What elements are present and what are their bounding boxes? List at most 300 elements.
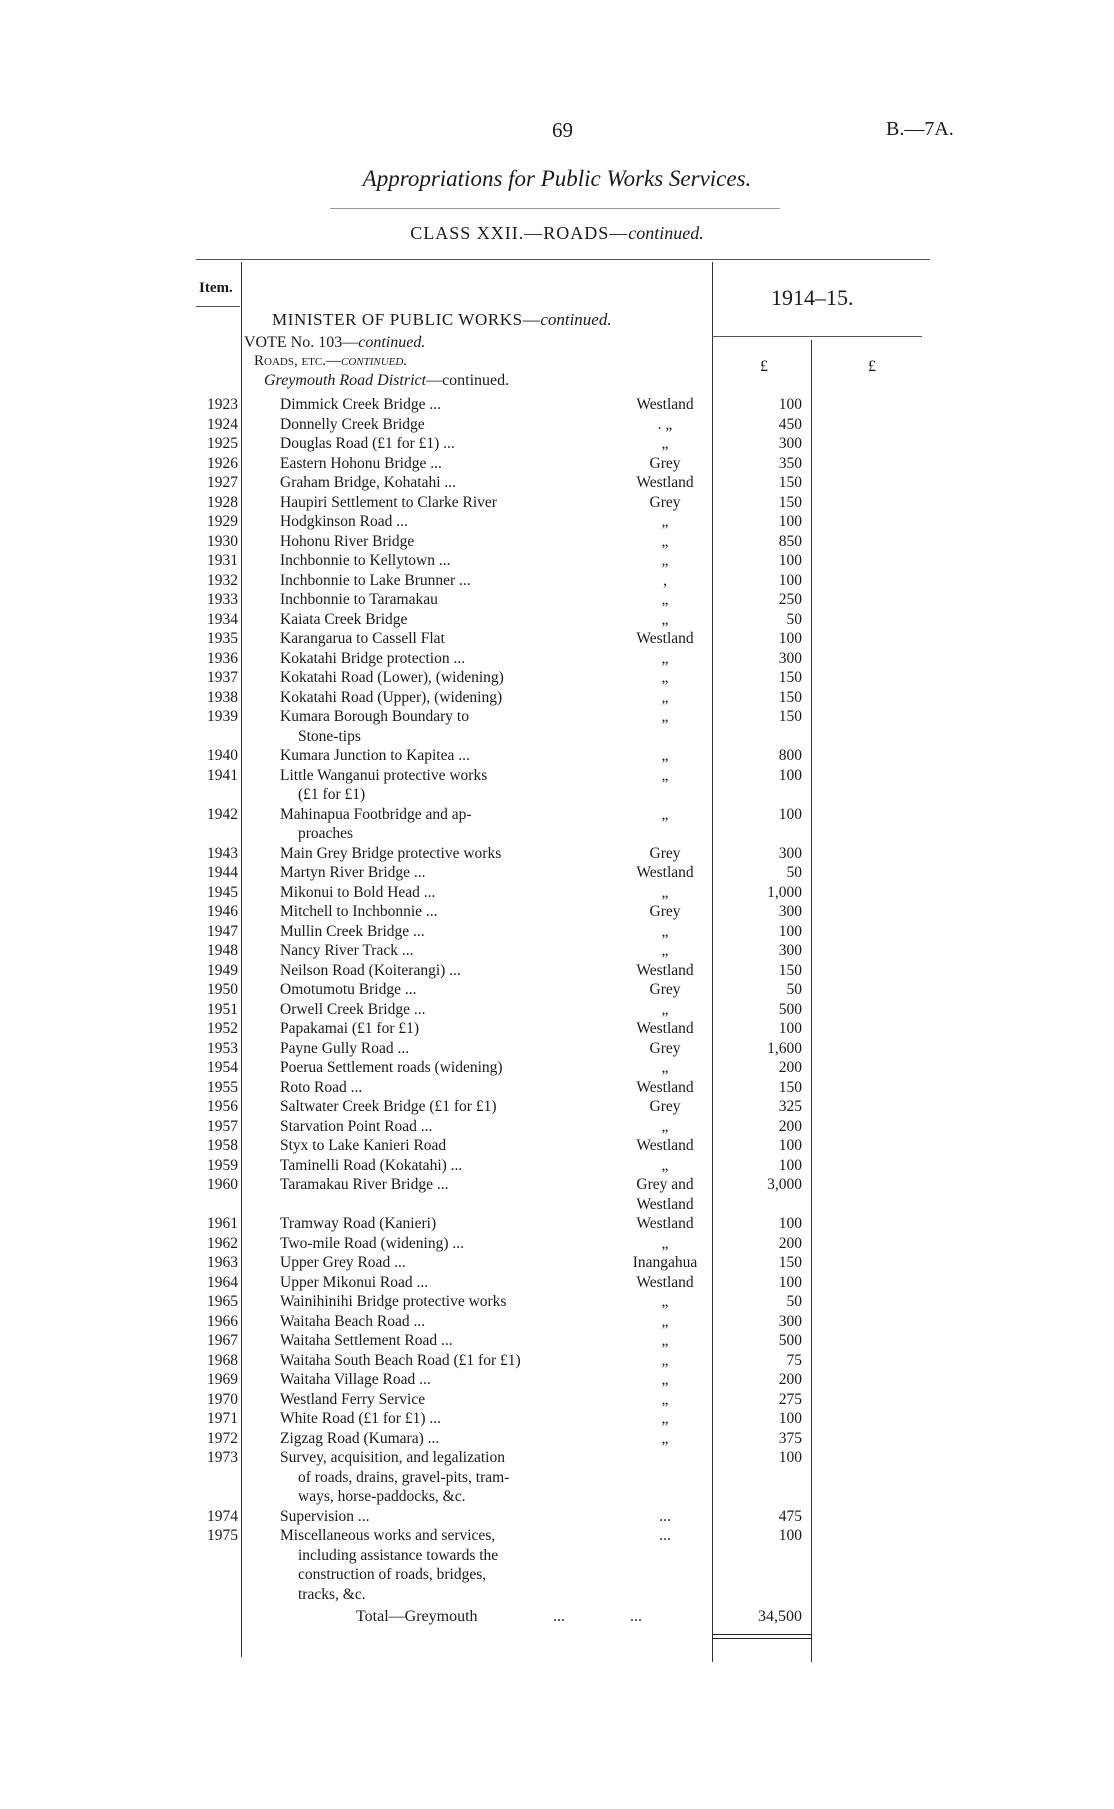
table-row: [0, 610, 1114, 630]
district-name: „: [661, 805, 669, 823]
electoral-district: [620, 863, 710, 883]
description-line: Inchbonnie to Kellytown ...: [280, 552, 451, 569]
table-row: [0, 1370, 1114, 1390]
item-number: 1958: [207, 1137, 238, 1154]
roads-heading: [254, 353, 407, 370]
item-amount: 100: [778, 1137, 802, 1154]
description-line: (£1 for £1): [298, 786, 366, 803]
description-line: Kokatahi Bridge protection ...: [280, 649, 466, 667]
class-heading-suffix: continued.: [628, 223, 704, 243]
table-row: [0, 1117, 1114, 1137]
item-description: [280, 1097, 497, 1117]
district-heading: [264, 372, 509, 390]
electoral-district: [620, 1019, 710, 1039]
district-name: „: [661, 1390, 669, 1408]
district-name: Grey: [649, 981, 681, 998]
table-row: [0, 1175, 1114, 1214]
item-description: [280, 1448, 509, 1507]
item-description: [280, 493, 497, 513]
electoral-district: [620, 1156, 710, 1176]
table-row: [0, 1097, 1114, 1117]
item-description: [280, 395, 441, 415]
electoral-district: [620, 922, 710, 942]
electoral-district: [620, 590, 710, 610]
description-line: Stone-tips: [298, 727, 361, 745]
description-line: of roads, drains, gravel-pits, tram-: [298, 1468, 510, 1486]
item-amount: 500: [778, 1332, 802, 1349]
description-line: Martyn River Bridge ...: [280, 864, 426, 881]
item-number: 1968: [207, 1351, 238, 1369]
table-row: [0, 1351, 1114, 1371]
vote-heading-suffix: continued.: [358, 334, 426, 351]
item-number: 1961: [207, 1215, 238, 1232]
description-line: Hohonu River Bridge: [280, 532, 415, 550]
item-number: 1935: [207, 630, 238, 647]
item-amount: 300: [778, 844, 802, 862]
item-amount: 100: [778, 922, 802, 940]
item-number: 1928: [207, 493, 238, 511]
district-name: „: [661, 1234, 669, 1252]
item-description: [280, 1370, 431, 1390]
item-amount: 200: [778, 1059, 802, 1076]
table-row: [0, 1000, 1114, 1020]
item-number: 1962: [207, 1234, 238, 1252]
item-number: 1954: [207, 1059, 238, 1076]
item-number: 1927: [207, 474, 238, 491]
district-name: „: [661, 922, 669, 940]
electoral-district: [620, 941, 710, 961]
item-description: [280, 1039, 409, 1059]
table-row: [0, 415, 1114, 435]
item-number: 1929: [207, 513, 238, 530]
table-row: [0, 1156, 1114, 1176]
district-name: „: [661, 1293, 669, 1310]
table-row: [0, 980, 1114, 1000]
description-line: including assistance towards the: [298, 1546, 499, 1564]
item-number: 1933: [207, 591, 238, 608]
table-row: [0, 1234, 1114, 1254]
table-row: [0, 1331, 1114, 1351]
item-description: [280, 1019, 419, 1039]
item-amount: 150: [778, 961, 802, 979]
table-row: [0, 902, 1114, 922]
item-description: [280, 1351, 521, 1371]
table-row: [0, 1214, 1114, 1234]
district-name: Grey and: [636, 1176, 694, 1193]
item-number: 1948: [207, 942, 238, 959]
year-header-rule: [712, 336, 922, 337]
description-line: Poerua Settlement roads (widening): [280, 1059, 503, 1076]
district-name: . „: [657, 415, 673, 433]
item-number: 1950: [207, 981, 238, 998]
item-amount: 275: [778, 1390, 802, 1408]
district-name: ...: [659, 1507, 671, 1525]
district-name: „: [661, 1059, 669, 1076]
electoral-district: [620, 1214, 710, 1234]
district-name: ...: [659, 1527, 671, 1544]
item-number: 1942: [207, 805, 238, 823]
description-line: proaches: [298, 825, 354, 842]
description-line: Saltwater Creek Bridge (£1 for £1): [280, 1098, 497, 1115]
item-amount: 350: [778, 454, 802, 472]
electoral-district: [620, 1390, 710, 1410]
item-description: [280, 1253, 406, 1273]
item-amount: 100: [778, 513, 802, 530]
item-description: [280, 629, 445, 649]
item-description: [280, 1429, 439, 1449]
item-amount: 100: [778, 805, 802, 823]
item-description: [280, 1390, 425, 1410]
item-number: 1924: [207, 415, 238, 433]
description-line: Waitaha Village Road ...: [280, 1371, 431, 1388]
item-number: 1956: [207, 1098, 238, 1115]
district-name: „: [661, 1429, 669, 1447]
item-description: [280, 1526, 498, 1604]
electoral-district: [620, 1058, 710, 1078]
district-name: Westland: [636, 864, 694, 881]
description-line: tracks, &c.: [298, 1585, 366, 1603]
table-row: [0, 961, 1114, 981]
item-amount: 100: [778, 630, 802, 647]
description-line: Inchbonnie to Lake Brunner ...: [280, 571, 471, 589]
table-row: [0, 1292, 1114, 1312]
district-name: ,: [663, 571, 667, 589]
electoral-district: [620, 766, 710, 786]
total-leader-1: ...: [553, 1608, 565, 1625]
district-name: „: [661, 942, 669, 959]
item-amount: 3,000: [767, 1176, 802, 1193]
district-name: „: [661, 1371, 669, 1388]
description-line: Kumara Borough Boundary to: [280, 708, 469, 725]
item-description: [280, 1175, 449, 1195]
description-line: Orwell Creek Bridge ...: [280, 1000, 426, 1018]
item-number: 1974: [207, 1507, 238, 1525]
district-name: „: [661, 883, 669, 901]
description-line: Kokatahi Road (Lower), (widening): [280, 669, 504, 686]
district-name: „: [661, 532, 669, 550]
table-row: [0, 883, 1114, 903]
pound-sign-2: £: [868, 358, 876, 375]
item-amount: 100: [778, 1410, 802, 1427]
item-description: [280, 746, 470, 766]
item-description: [280, 980, 416, 1000]
item-amount: 300: [778, 903, 802, 920]
item-amount: 200: [778, 1117, 802, 1135]
district-name: Westland: [636, 1215, 694, 1232]
district-name: „: [661, 1117, 669, 1135]
item-description: [280, 1136, 446, 1156]
item-number: 1949: [207, 961, 238, 979]
table-row: [0, 766, 1114, 805]
district-name: „: [661, 766, 669, 784]
district-name: Westland: [636, 961, 694, 979]
roads-heading-suffix: continued.: [340, 353, 408, 369]
item-number: 1973: [207, 1449, 238, 1466]
item-amount: 1,000: [767, 883, 802, 901]
description-line: Kumara Junction to Kapitea ...: [280, 747, 470, 764]
description-line: Dimmick Creek Bridge ...: [280, 396, 441, 413]
description-line: Eastern Hohonu Bridge ...: [280, 454, 442, 472]
item-number: 1946: [207, 903, 238, 920]
description-line: Haupiri Settlement to Clarke River: [280, 493, 497, 511]
description-line: Styx to Lake Kanieri Road: [280, 1137, 447, 1154]
district-name: Westland: [636, 1273, 694, 1291]
item-amount: 250: [778, 591, 802, 608]
item-description: [280, 1507, 370, 1527]
item-description: [280, 1214, 436, 1234]
description-line: Westland Ferry Service: [280, 1390, 426, 1408]
table-row: [0, 1273, 1114, 1293]
table-row: [0, 1390, 1114, 1410]
item-number: 1926: [207, 454, 238, 472]
electoral-district: [620, 805, 710, 825]
description-line: Little Wanganui protective works: [280, 766, 488, 784]
item-description: [280, 1058, 503, 1078]
item-number: 1938: [207, 688, 238, 706]
district-name: „: [661, 1312, 669, 1330]
total-leader-2: ...: [630, 1608, 642, 1625]
item-description: [280, 922, 425, 942]
table-row: [0, 1253, 1114, 1273]
electoral-district: [620, 1039, 710, 1059]
item-number: 1944: [207, 864, 238, 881]
item-amount: 75: [786, 1351, 802, 1369]
electoral-district: [620, 1117, 710, 1137]
district-name: Westland: [636, 396, 694, 413]
description-line: Supervision ...: [280, 1507, 370, 1525]
item-amount: 300: [778, 435, 802, 452]
district-name: „: [661, 513, 669, 530]
district-name: „: [661, 669, 669, 686]
electoral-district: [620, 961, 710, 981]
description-line: Taramakau River Bridge ...: [280, 1176, 449, 1193]
electoral-district: [620, 1234, 710, 1254]
item-description: [280, 961, 461, 981]
district-name: „: [661, 610, 669, 628]
total-label: Total—Greymouth: [356, 1608, 478, 1625]
item-description: [280, 571, 471, 591]
item-number: 1965: [207, 1293, 238, 1310]
electoral-district: [620, 1507, 710, 1527]
total-amount: 34,500: [758, 1608, 802, 1625]
item-amount: 300: [778, 942, 802, 959]
district-name: „: [661, 708, 669, 725]
electoral-district: [620, 1409, 710, 1429]
electoral-district: [620, 1370, 710, 1390]
district-name: „: [661, 1000, 669, 1018]
item-number: 1952: [207, 1020, 238, 1037]
description-line: Papakamai (£1 for £1): [280, 1020, 420, 1037]
item-description: [280, 844, 501, 864]
description-line: Roto Road ...: [280, 1078, 363, 1096]
electoral-district: [620, 454, 710, 474]
item-description: [280, 1078, 362, 1098]
item-description: [280, 941, 413, 961]
item-description: [280, 1409, 441, 1429]
item-number: 1934: [207, 610, 238, 628]
item-description: [280, 766, 487, 805]
electoral-district: [620, 1292, 710, 1312]
description-line: Neilson Road (Koiterangi) ...: [280, 961, 461, 979]
item-amount: 150: [778, 688, 802, 706]
description-line: construction of roads, bridges,: [298, 1566, 487, 1583]
item-amount: 100: [778, 552, 802, 569]
table-row: [0, 454, 1114, 474]
item-description: [280, 688, 502, 708]
item-amount: 375: [778, 1429, 802, 1447]
description-line: Survey, acquisition, and legalization: [280, 1449, 505, 1466]
description-line: Donnelly Creek Bridge: [280, 415, 425, 433]
year-column-header: 1914–15.: [771, 285, 854, 310]
item-amount: 850: [778, 532, 802, 550]
item-amount: 50: [786, 610, 802, 628]
item-description: [280, 902, 438, 922]
electoral-district: [620, 512, 710, 532]
item-amount: 100: [778, 396, 802, 413]
district-name: Grey: [649, 493, 681, 511]
electoral-district: [620, 610, 710, 630]
table-row: [0, 1312, 1114, 1332]
description-line: Waitaha Beach Road ...: [280, 1312, 426, 1330]
table-row: [0, 551, 1114, 571]
vote-heading-text: VOTE No. 103—: [244, 334, 359, 351]
vote-heading: [244, 334, 425, 352]
district-name: „: [661, 1351, 669, 1369]
description-line: Mahinapua Footbridge and ap-: [280, 805, 472, 823]
district-heading-text: Greymouth Road District: [264, 372, 427, 389]
table-row: [0, 1526, 1114, 1604]
electoral-district: [620, 1429, 710, 1449]
item-number: 1925: [207, 435, 238, 452]
item-number: 1971: [207, 1410, 238, 1427]
minister-heading: [272, 310, 612, 330]
minister-heading-text: MINISTER OF PUBLIC WORKS—: [272, 310, 541, 329]
table-row: [0, 844, 1114, 864]
description-line: Waitaha South Beach Road (£1 for £1): [280, 1351, 521, 1369]
district-name: Grey: [649, 1039, 681, 1057]
item-description: [280, 454, 442, 474]
district-name: Westland: [636, 1078, 694, 1096]
item-number: 1963: [207, 1254, 238, 1271]
electoral-district: [620, 1273, 710, 1293]
item-description: [280, 610, 407, 630]
electoral-district: [620, 902, 710, 922]
item-number: 1951: [207, 1000, 238, 1018]
title-rule: [330, 208, 780, 209]
item-number: 1966: [207, 1312, 238, 1330]
item-amount: 200: [778, 1371, 802, 1388]
item-number: 1941: [207, 766, 238, 784]
district-name: Westland: [636, 474, 694, 491]
item-number: 1937: [207, 669, 238, 686]
item-amount: 300: [778, 1312, 802, 1330]
table-row: [0, 688, 1114, 708]
table-row: [0, 746, 1114, 766]
description-line: Waitaha Settlement Road ...: [280, 1332, 453, 1349]
item-amount: 50: [786, 864, 802, 881]
description-line: Starvation Point Road ...: [280, 1117, 433, 1135]
table-row: [0, 805, 1114, 844]
electoral-district: [620, 571, 710, 591]
electoral-district: [620, 415, 710, 435]
item-column-header: Item.: [199, 280, 233, 296]
item-description: [280, 473, 456, 493]
item-amount: 100: [778, 1527, 802, 1544]
table-row: [0, 1039, 1114, 1059]
district-name: „: [661, 552, 669, 569]
item-amount: 100: [778, 1020, 802, 1037]
item-number: 1969: [207, 1371, 238, 1388]
district-name-continued: Westland: [636, 1195, 694, 1213]
description-line: ways, horse-paddocks, &c.: [298, 1488, 466, 1505]
item-number: 1975: [207, 1527, 238, 1544]
item-number: 1967: [207, 1332, 238, 1349]
description-line: Miscellaneous works and services,: [280, 1527, 496, 1544]
electoral-district: [620, 1097, 710, 1117]
district-heading-suffix: —continued.: [426, 372, 510, 389]
description-line: Karangarua to Cassell Flat: [280, 630, 445, 647]
description-line: Kaiata Creek Bridge: [280, 610, 408, 628]
item-amount: 150: [778, 1078, 802, 1096]
description-line: White Road (£1 for £1) ...: [280, 1410, 441, 1427]
table-top-rule: [196, 259, 930, 260]
item-amount: 300: [778, 649, 802, 667]
item-header-rule: [196, 306, 240, 307]
item-number: 1939: [207, 708, 238, 725]
item-amount: 150: [778, 493, 802, 511]
item-number: 1943: [207, 844, 238, 862]
item-number: 1930: [207, 532, 238, 550]
table-row: [0, 629, 1114, 649]
item-amount: 100: [778, 766, 802, 784]
district-name: „: [661, 688, 669, 706]
item-number: 1960: [207, 1176, 238, 1193]
electoral-district: [620, 883, 710, 903]
description-line: Main Grey Bridge protective works: [280, 844, 502, 862]
electoral-district: [620, 688, 710, 708]
description-line: Taminelli Road (Kokatahi) ...: [280, 1156, 463, 1174]
item-description: [280, 883, 435, 903]
electoral-district: [620, 1136, 710, 1156]
electoral-district: [620, 668, 710, 688]
description-line: Graham Bridge, Kohatahi ...: [280, 474, 457, 491]
item-description: [280, 434, 455, 454]
description-line: Mitchell to Inchbonnie ...: [280, 903, 438, 920]
description-line: Two-mile Road (widening) ...: [280, 1234, 465, 1252]
item-amount: 100: [778, 1156, 802, 1174]
electoral-district: [620, 493, 710, 513]
district-name: Westland: [636, 630, 694, 647]
item-amount: 150: [778, 474, 802, 491]
table-row: [0, 1078, 1114, 1098]
electoral-district: [620, 1331, 710, 1351]
item-amount: 200: [778, 1234, 802, 1252]
table-row: [0, 941, 1114, 961]
table-row: [0, 532, 1114, 552]
table-row: [0, 1058, 1114, 1078]
total-rule-1: [712, 1634, 812, 1635]
item-number: 1936: [207, 649, 238, 667]
item-number: 1972: [207, 1429, 238, 1447]
district-name: Grey: [649, 1098, 681, 1115]
item-description: [280, 590, 438, 610]
table-row: [0, 707, 1114, 746]
item-description: [280, 649, 465, 669]
item-number: 1947: [207, 922, 238, 940]
class-heading-text: CLASS XXII.—ROADS—: [410, 223, 629, 243]
item-amount: 475: [778, 1507, 802, 1525]
description-line: Nancy River Track ...: [280, 942, 414, 959]
